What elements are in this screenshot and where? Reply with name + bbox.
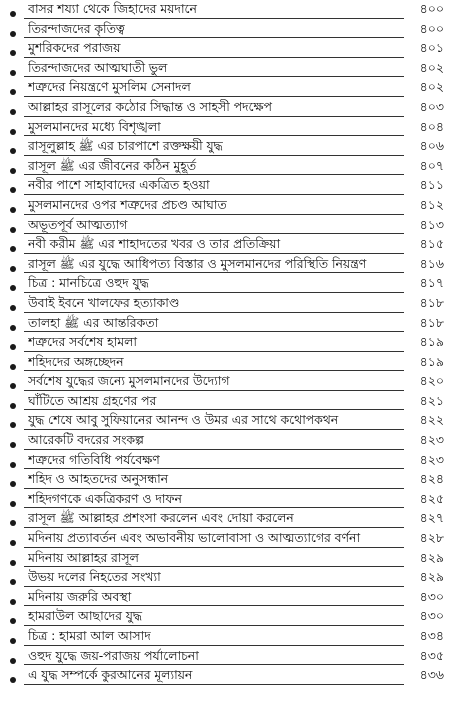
toc-entry-title: শহিদদের অঙ্গচ্ছেদন [28, 353, 124, 369]
toc-entry-title: যুদ্ধ শেষে আবু সুফিয়ানের আনন্দ ও উমর এর সাথে কথোপকথন [28, 412, 339, 428]
toc-entry-page: ৪১৮ [419, 294, 444, 310]
toc-entry-title: শত্রুদের গতিবিধি পর্যবেক্ষণ [28, 451, 160, 467]
toc-entry [0, 137, 464, 157]
entry-underline [24, 194, 404, 195]
toc-entry-page: ৪৩৪ [419, 628, 444, 643]
toc-entry-page: ৪০০ [419, 20, 444, 36]
bullet-icon [10, 344, 16, 350]
toc-entry [0, 607, 464, 627]
toc-entry-title: বাসর শয্যা থেকে জিহাদের ময়দানে [28, 1, 197, 16]
bullet-icon [10, 638, 16, 644]
toc-entry-title: তিরন্দাজদের আত্মঘাতী ভুল [28, 59, 168, 75]
toc-entry [0, 20, 464, 40]
toc-entry-title: ঘাঁটিতে আশ্রয় গ্রহণের পর [28, 392, 157, 408]
entry-underline [24, 76, 404, 77]
toc-entry [0, 78, 464, 98]
bullet-icon [10, 168, 16, 174]
entry-underline [24, 351, 404, 352]
toc-entry [0, 98, 464, 118]
bullet-icon [10, 618, 16, 624]
toc-entry-page: ৪১১ [419, 177, 444, 193]
toc-entry [0, 196, 464, 216]
bullet-icon [10, 501, 16, 507]
toc-entry [0, 431, 464, 451]
entry-underline [24, 18, 404, 19]
entry-underline [24, 390, 404, 391]
bullet-icon [10, 285, 16, 291]
entry-underline [24, 292, 404, 293]
toc-entry [0, 39, 464, 59]
toc-entry-page: ৪০২ [419, 59, 444, 75]
entry-underline [24, 233, 404, 234]
toc-entry [0, 627, 464, 647]
toc-entry [0, 666, 464, 686]
toc-entry-title: হামরাউল আছাদের যুদ্ধ [28, 608, 142, 624]
toc-entry-page: ৪২৩ [419, 451, 444, 467]
toc-entry-title: ওহুদ যুদ্ধে জয়-পরাজয় পর্যালোচনা [28, 647, 199, 663]
entry-underline [24, 468, 404, 469]
toc-entry [0, 314, 464, 334]
toc-entry-title: আল্লাহর রাসূলের কঠোর সিদ্ধান্ত ও সাহসী পদক্ষেপ [28, 98, 272, 114]
bullet-icon [10, 422, 16, 428]
entry-underline [24, 527, 404, 528]
entry-underline [24, 135, 404, 136]
entry-underline [24, 331, 404, 332]
entry-underline [24, 370, 404, 371]
entry-underline [24, 586, 404, 587]
toc-entry [0, 647, 464, 667]
bullet-icon [10, 31, 16, 37]
bullet-icon [10, 187, 16, 193]
toc-entry-title: মদিনায় আল্লাহর রাসূল [28, 549, 139, 565]
entry-underline [24, 155, 404, 156]
entry-underline [24, 507, 404, 508]
toc-entry-page: ৪৩৫ [419, 647, 444, 663]
toc-entry-page: ৪১৫ [419, 236, 444, 252]
bullet-icon [10, 442, 16, 448]
bullet-icon [10, 383, 16, 389]
toc-entry-page: ৪০৭ [419, 157, 444, 173]
toc-entry-title: উবাই ইবনে খালফের হত্যাকাণ্ড [28, 294, 180, 310]
bullet-icon [10, 540, 16, 546]
toc-entry-title: চিত্র : মানচিত্রে ওহুদ যুদ্ধ [28, 275, 149, 291]
toc-entry-title: মুসলমানদের ওপর শত্রুদের প্রচণ্ড আঘাত [28, 196, 227, 212]
bullet-icon [10, 599, 16, 605]
toc-entry [0, 549, 464, 569]
toc-entry [0, 118, 464, 138]
toc-entry-page: ৪০০ [419, 1, 444, 16]
toc-entry-page: ৪১২ [419, 196, 444, 212]
toc-entry-title: মুসলমানদের মধ্যে বিশৃঙ্খলা [28, 118, 161, 134]
toc-entry [0, 509, 464, 529]
bullet-icon [10, 658, 16, 664]
toc-entry-title: রাসূল ﷺ এর জীবনের কঠিন মুহূর্ত [28, 157, 196, 173]
bullet-icon [10, 227, 16, 233]
entry-underline [24, 57, 404, 58]
entry-underline [24, 37, 404, 38]
toc-entry-title: নবীর পাশে সাহাবাদের একত্রিত হওয়া [28, 177, 210, 193]
toc-entry [0, 0, 464, 20]
toc-entry [0, 470, 464, 490]
bullet-icon [10, 560, 16, 566]
toc-entry-page: ৪১৬ [419, 255, 444, 271]
toc-entry-page: ৪১৯ [419, 353, 444, 369]
bullet-icon [10, 11, 16, 17]
entry-underline [24, 96, 404, 97]
bullet-icon [10, 579, 16, 585]
bullet-icon [10, 109, 16, 115]
toc-entry-title: শত্রুদের সর্বশেষ হামলা [28, 334, 137, 350]
toc-entry [0, 333, 464, 353]
toc-entry-page: ৪২৯ [419, 549, 444, 565]
toc-entry [0, 274, 464, 294]
toc-entry-title: শত্রুদের নিয়ন্ত্রণে মুসলিম সেনাদল [28, 79, 191, 95]
toc-entry-page: ৪০৬ [419, 138, 444, 154]
entry-underline [24, 253, 404, 254]
toc-entry-page: ৪১৩ [419, 216, 444, 232]
toc-entry-page: ৪৩০ [419, 608, 444, 624]
toc-entry [0, 157, 464, 177]
toc-entry-page: ৪২৯ [419, 569, 444, 585]
bullet-icon [10, 89, 16, 95]
entry-underline [24, 174, 404, 175]
bullet-icon [10, 520, 16, 526]
bullet-icon [10, 462, 16, 468]
toc-entry-title: অভূতপূর্ব আত্মত্যাগ [28, 216, 128, 232]
bullet-icon [10, 403, 16, 409]
bullet-icon [10, 246, 16, 252]
toc-entry-page: ৪১৮ [419, 314, 444, 330]
toc-entry-title: মদিনায় জরুরি অবস্থা [28, 588, 132, 604]
toc-entry [0, 235, 464, 255]
toc-entry-page: ৪০৪ [419, 118, 444, 134]
toc-entry-title: এ যুদ্ধ সম্পর্কে কুরআনের মূল্যায়ন [28, 667, 193, 683]
toc-entry-page: ৪২৮ [419, 530, 444, 546]
toc-entry [0, 568, 464, 588]
toc-entry-page: ৪২৭ [419, 510, 444, 526]
toc-entry-page: ৪৩৬ [419, 667, 444, 683]
bullet-icon [10, 70, 16, 76]
toc-entry [0, 490, 464, 510]
toc-entry-page: ৪৩০ [419, 588, 444, 604]
entry-underline [24, 605, 404, 606]
bullet-icon [10, 481, 16, 487]
toc-entry-title: মুশরিকদের পরাজয় [28, 40, 121, 56]
entry-underline [24, 312, 404, 313]
toc-entry [0, 392, 464, 412]
toc-entry-page: ৪১৭ [419, 275, 444, 291]
toc-entry-page: ৪২০ [419, 373, 444, 389]
entry-underline [24, 429, 404, 430]
toc-entry [0, 255, 464, 275]
bullet-icon [10, 266, 16, 272]
toc-entry-page: ৪১৯ [419, 334, 444, 350]
toc-entry [0, 411, 464, 431]
bullet-icon [10, 207, 16, 213]
bullet-icon [10, 325, 16, 331]
toc-entry [0, 216, 464, 236]
toc-entry [0, 588, 464, 608]
toc-entry-page: ৪২২ [419, 412, 444, 428]
bullet-icon [10, 148, 16, 154]
entry-underline [24, 272, 404, 273]
toc-entry-page: ৪০৩ [419, 98, 444, 114]
entry-underline [24, 547, 404, 548]
entry-underline [24, 664, 404, 665]
entry-underline [24, 566, 404, 567]
entry-underline [24, 214, 404, 215]
entry-underline [24, 116, 404, 117]
bullet-icon [10, 305, 16, 311]
entry-underline [24, 625, 404, 626]
entry-underline [24, 409, 404, 410]
toc-entry-title: সর্বশেষ যুদ্ধের জন্যে মুসলমানদের উদ্যোগ [28, 373, 230, 389]
entry-underline [24, 488, 404, 489]
toc-entry-page: ৪২৩ [419, 432, 444, 448]
bullet-icon [10, 364, 16, 370]
toc-entry-title: চিত্র : হামরা আল আসাদ [28, 628, 151, 643]
bullet-icon [10, 129, 16, 135]
entry-underline [24, 684, 404, 685]
toc-entry [0, 294, 464, 314]
toc-entry [0, 59, 464, 79]
bullet-icon [10, 677, 16, 683]
toc-entry-page: ৪২৫ [419, 490, 444, 506]
toc-entry-page: ৪২১ [419, 392, 444, 408]
toc-entry-title: রাসূল ﷺ আল্লাহর প্রশংসা করলেন এবং দোয়া করলেন [28, 510, 294, 526]
toc-entry [0, 176, 464, 196]
toc-entry-title: আরেকটি বদরের সংকল্প [28, 432, 144, 448]
toc-entry-title: তিরন্দাজদের কৃতিত্ব [28, 20, 125, 36]
toc-entry-page: ৪০১ [419, 40, 444, 56]
entry-underline [24, 645, 404, 646]
toc-entry-title: তালহা ﷺ এর আন্তরিকতা [28, 314, 159, 330]
entry-underline [24, 449, 404, 450]
toc-entry-title: মদিনায় প্রত্যাবর্তন এবং অভাবনীয় ভালোবাসা ও আত্মত্যাগের বর্ণনা [28, 530, 360, 546]
toc-entry-title: নবী করীম ﷺ এর শাহাদতের খবর ও তার প্রতিক্রিয়া [28, 236, 281, 252]
toc-entry [0, 372, 464, 392]
bullet-icon [10, 50, 16, 56]
toc-entry-title: রাসূলুল্লাহ ﷺ এর চারপাশে রক্তক্ষয়ী যুদ্ধ [28, 138, 223, 154]
toc-entry [0, 353, 464, 373]
toc-entry [0, 451, 464, 471]
toc-entry-page: ৪২৪ [419, 471, 444, 487]
toc-entry [0, 529, 464, 549]
toc-entry-title: রাসূল ﷺ এর যুদ্ধে আধিপত্য বিস্তার ও মুসলমানদের পরিস্থিতি নিয়ন্ত্রণ [28, 255, 367, 271]
toc-entry-title: উভয় দলের নিহতের সংখ্যা [28, 569, 161, 585]
toc-entry-title: শহিদ ও আহতদের অনুসন্ধান [28, 471, 169, 487]
toc-entry-page: ৪০২ [419, 79, 444, 95]
toc-entry-title: শহিদগণকে একত্রিকরণ ও দাফন [28, 490, 182, 506]
